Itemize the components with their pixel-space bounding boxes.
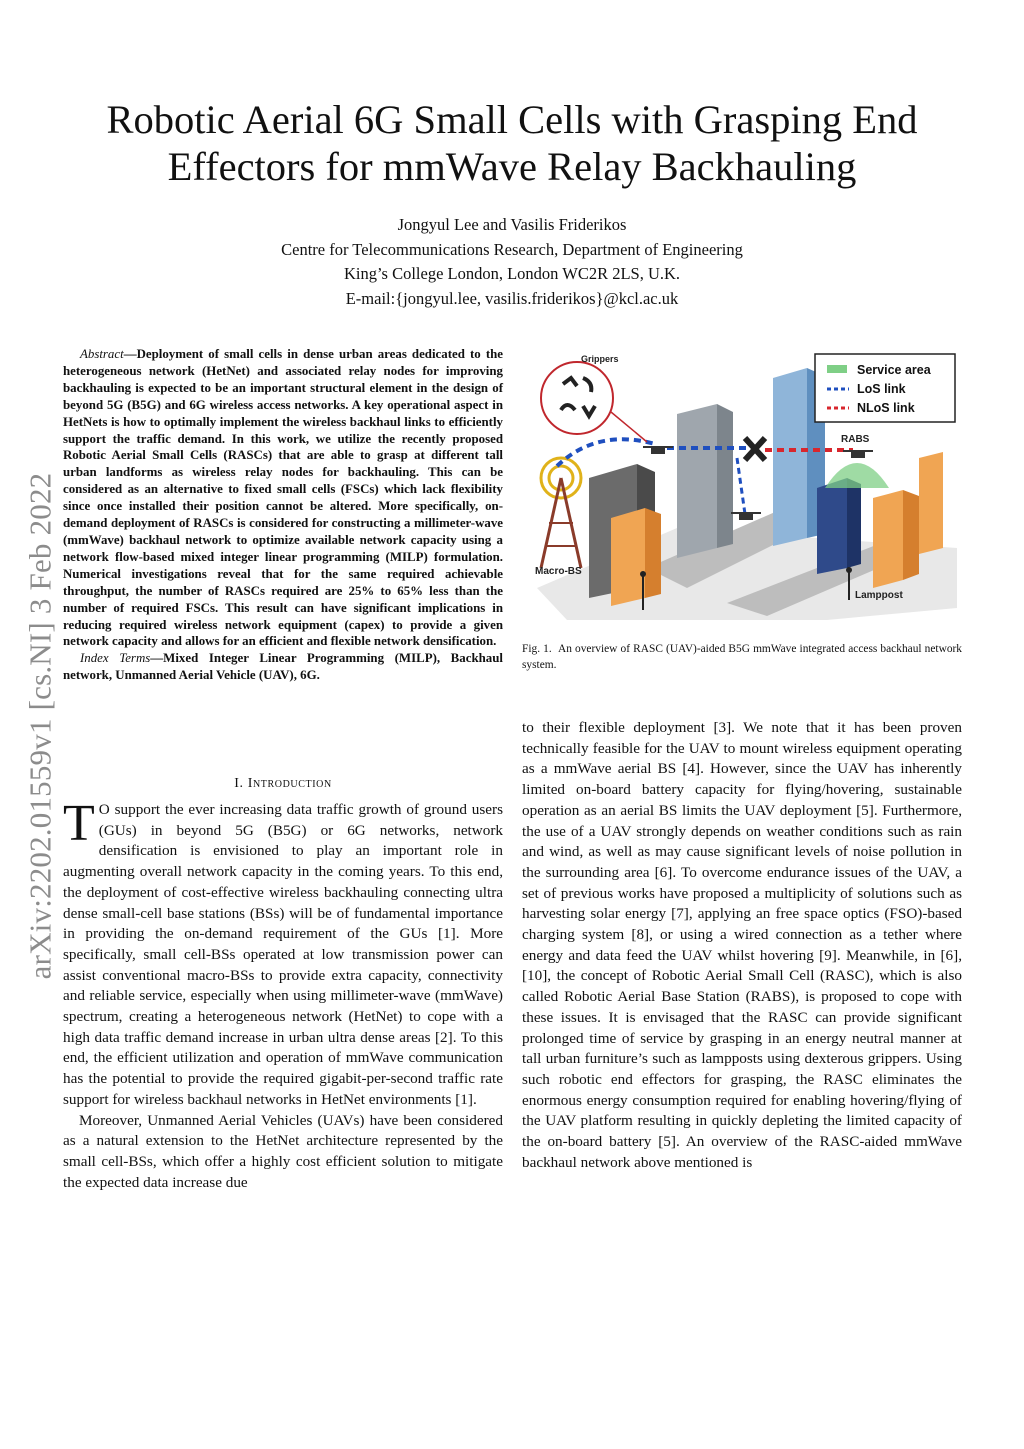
drone-icon bbox=[731, 513, 761, 520]
paper-title: Robotic Aerial 6G Small Cells with Grasping End Effectors for mmWave Relay Backhauling bbox=[106, 97, 918, 189]
building-lightgrey bbox=[677, 404, 733, 558]
right-column-body bbox=[522, 718, 962, 1173]
section-number: I. bbox=[234, 776, 244, 791]
building-darkblue bbox=[817, 478, 861, 574]
author-block bbox=[160, 213, 864, 311]
author-names: Jongyul Lee and Vasilis Friderikos bbox=[397, 215, 627, 234]
intro-paragraph-1-text: O support the ever increasing data traffic growth of ground users (GUs) in beyond 5G (B5G) or 6G networks, network densification is envisioned to play an important role in augmenting overall network capacity in the coming years. To this end, the deployment of cost-effective wireless backhauling connecting ultra dense small-cell base stations (BSs) will be of fundamental importance in providing the on-demand requirement of the GUs [1]. More specifically, small cell-BSs operated at low transmission power can assist conventional macro-BSs to provide extra capacity, connectivity and reliable service, especially when using millimeter-wave (mmWave) spectrum, creating a heterogeneous network (HetNet) to cope with a high data traffic demand increase in urban ultra dense areas [2]. To this end, the efficient utilization and operation of mmWave communication has the potential to provide the required gigabit-per-second traffic rate support for wireless backhaul networks in HetNet environments [1]. bbox=[63, 801, 503, 1108]
label-grippers: Grippers bbox=[581, 354, 619, 364]
index-terms-paragraph bbox=[63, 650, 503, 684]
label-macro-bs: Macro-BS bbox=[535, 566, 582, 577]
author-email: E-mail:{jongyul.lee, vasilis.friderikos}@kcl.ac.uk bbox=[345, 288, 679, 308]
legend-label-nlos: NLoS link bbox=[857, 401, 915, 415]
abstract-block bbox=[63, 346, 503, 684]
intro-paragraph-1 bbox=[63, 795, 503, 1111]
abstract-paragraph bbox=[63, 346, 503, 650]
service-area-dome bbox=[825, 463, 889, 488]
figure-illustration bbox=[527, 348, 967, 620]
section-title: Introduction bbox=[247, 776, 332, 791]
label-rabs: RABS bbox=[841, 434, 870, 445]
blocked-link-x-icon bbox=[745, 438, 765, 460]
introduction-body bbox=[63, 795, 503, 1193]
figure-1 bbox=[527, 348, 967, 620]
arxiv-stamp bbox=[17, 436, 63, 1016]
legend-label-los: LoS link bbox=[857, 382, 906, 396]
arxiv-stamp-text: arXiv:2202.01559v1 [cs.NI] 3 Feb 2022 bbox=[22, 472, 57, 980]
intro-paragraph-2: Moreover, Unmanned Aerial Vehicles (UAVs) have been considered as a natural extension to the HetNet architecture represented by the small cell-BSs, which offer a highly cost efficient solution to mitigate the expected data increase due bbox=[63, 1111, 503, 1191]
right-paragraph-1: to their flexible deployment [3]. We note that it has been proven technically feasible for the UAV to mount wireless equipment operating as a mmWave aerial BS [4]. However, since the UAV has inherently limited on-board battery capacity for flying/hovering, sustainable operation as an aerial BS limits the UAV deployment [5]. Furthermore, the use of a UAV strongly depends on weather conditions such as rain and wind, as well as may cause significant levels of noise pollution in the surrounding area [6]. To overcome endurance issues of the UAV, a set of previous works have proposed a multiplicity of solutions such as harvesting solar energy [7], applying an free space optics (FSO)-based charging system [8], or using a wired connection as a tether where energy and data feed the UAV whilst hovering [9]. Meanwhile, in [6], [10], the concept of Robotic Aerial Small Cell (RASC), which is also called Robotic Aerial Base Station (RABS), is proposed to cope with these issues. It is envisaged that the RASC can provide significant prolonged time of service by grasping in an energy neutral manner at tall urban furniture’s such as lampposts using dexterous grippers. Using such robotic end effectors for grasping, the RASC eliminates the enormous energy consumption required for enabling hovering/flying of the UAV platform resulting in quickly depleting the limited capacity of the on-board battery [5]. An overview of the RASC-aided mmWave backhaul network above mentioned is bbox=[522, 719, 962, 1171]
label-lamppost: Lamppost bbox=[855, 590, 903, 601]
index-terms-text: —Mixed Integer Linear Programming (MILP), Backhaul network, Unmanned Aerial Vehicle (UAV), 6G. bbox=[63, 651, 503, 683]
author-address: King’s College London, London WC2R 2LS, U.K. bbox=[343, 264, 681, 283]
author-affiliation: Centre for Telecommunications Research, Department of Engineering bbox=[281, 239, 743, 259]
abstract-label: Abstract bbox=[80, 347, 124, 361]
macro-bs-tower-icon bbox=[541, 458, 581, 568]
figure-legend bbox=[815, 354, 955, 422]
caption-label: Fig. 1. bbox=[522, 643, 552, 655]
legend-swatch-service-area bbox=[827, 365, 847, 373]
dropcap-letter: T bbox=[63, 795, 95, 852]
grippers-inset-icon bbox=[541, 362, 613, 434]
los-link-line bbox=[737, 458, 745, 514]
caption-text: An overview of RASC (UAV)-aided B5G mmWave integrated access backhaul network system. bbox=[522, 643, 963, 671]
abstract-text: —Deployment of small cells in dense urban areas dedicated to the heterogeneous network (HetNet) and associated relay nodes for improving backhauling is expected to be an important structural element in the design of beyond 5G (B5G) and 6G wireless access networks. A key operational aspect in HetNets is how to optimally implement the wireless backhaul links to efficiently support the traffic demand. In this work, we utilize the recently proposed Robotic Aerial Small Cells (RASCs) that are able to grasp at different tall urban landforms as wireless relay nodes for backhauling. This can be considered as an alternative to fixed small cells (FSCs) which lack flexibility since once installed their position cannot be altered. More specifically, on-demand deployment of RASCs is considered for constructing a millimeter-wave (mmWave) backhaul network to optimize available network capacity using a network flow-based mixed integer linear programming (MILP) formulation. Numerical investigations reveal that for the same required achievable throughput, the number of RASCs required are 25% to 65% less than the number of required FSCs. This result can have significant implications in reducing required wireless network equipment (capex) to provide a given network capacity and allows for an efficient and flexible network densification. bbox=[63, 347, 503, 649]
section-heading bbox=[63, 776, 503, 792]
legend-label-service-area: Service area bbox=[857, 363, 931, 377]
drone-icon bbox=[843, 451, 873, 458]
figure-caption bbox=[522, 641, 962, 673]
index-terms-label: Index Terms bbox=[80, 651, 151, 666]
building-orange bbox=[611, 508, 661, 606]
